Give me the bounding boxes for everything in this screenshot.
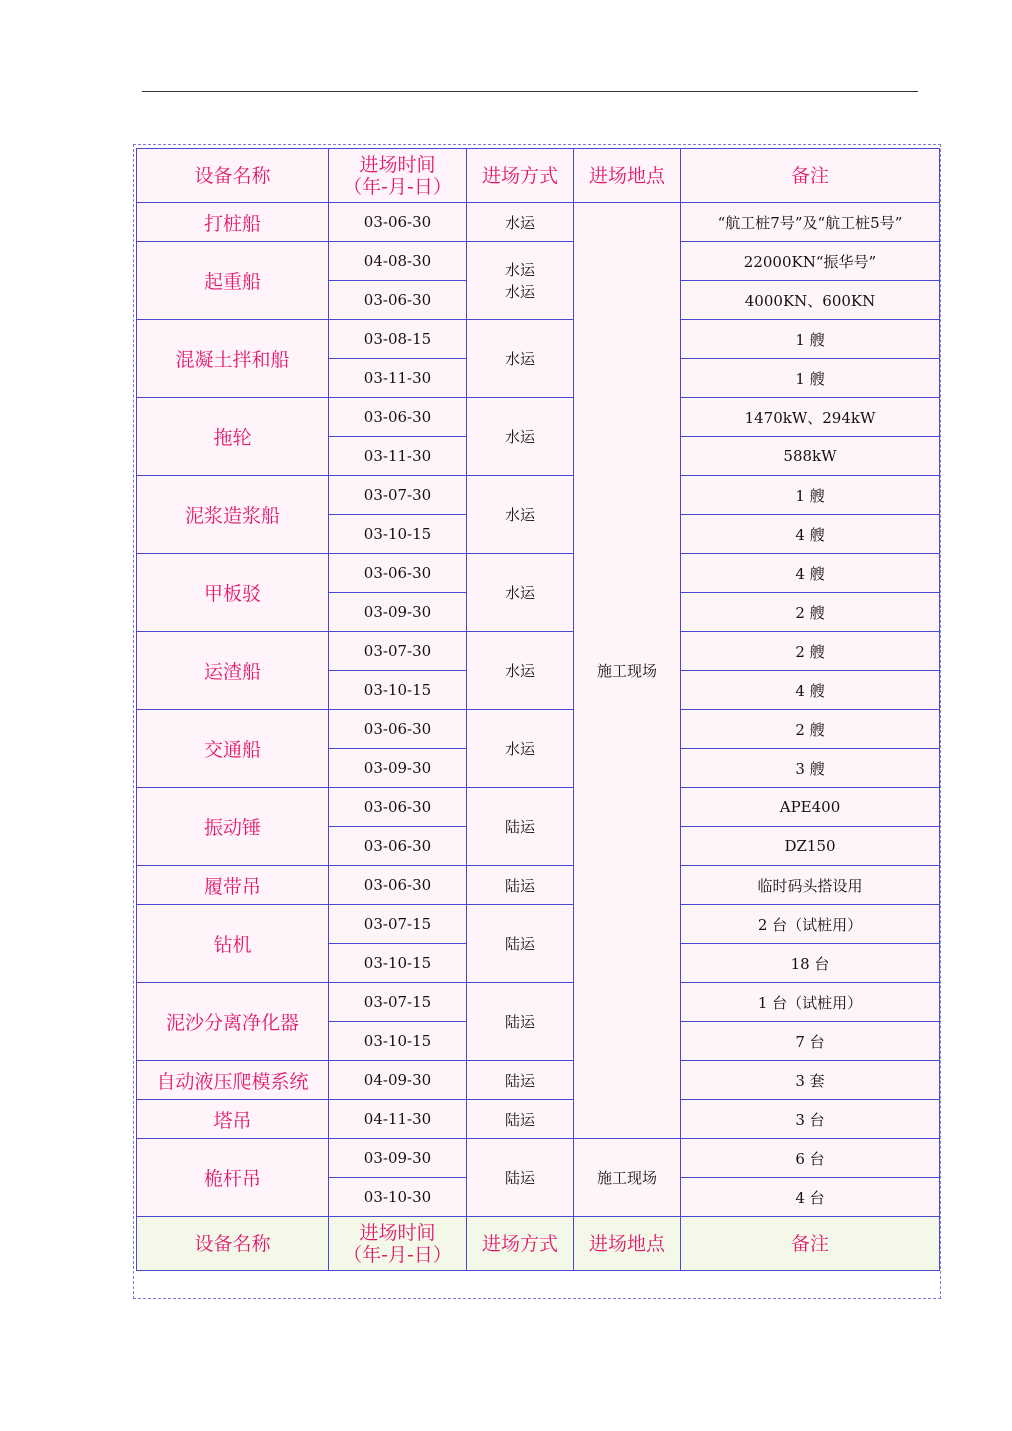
entry-mode-line1: 水运 [504,260,535,279]
remark: 4 艘 [681,554,940,593]
remark: 2 艘 [681,710,940,749]
remark: “航工桩7号”及“航工桩5号” [681,203,940,242]
header-entry-time [329,149,467,203]
table-row [137,905,940,944]
remark: 2 艘 [681,593,940,632]
entry-mode: 陆运 [467,1139,574,1217]
entry-time: 03-10-15 [329,944,467,983]
entry-time: 03-06-30 [329,554,467,593]
entry-time: 03-09-30 [329,749,467,788]
equipment-name: 交通船 [137,710,329,788]
table-row [137,1139,940,1178]
entry-time: 03-06-30 [329,281,467,320]
entry-mode: 陆运 [467,866,574,905]
remark: 3 台 [681,1100,940,1139]
remark: 1 艘 [681,359,940,398]
equipment-name: 桅杆吊 [137,1139,329,1217]
remark: 4 台 [681,1178,940,1217]
equipment-name: 塔吊 [137,1100,329,1139]
entry-site: 施工现场 [574,1139,681,1217]
remark: 7 台 [681,1022,940,1061]
header-entry-mode: 进场方式 [467,149,574,203]
remark: 6 台 [681,1139,940,1178]
remark: 1 台（试桩用） [681,983,940,1022]
entry-mode: 陆运 [467,1100,574,1139]
entry-time: 03-07-30 [329,476,467,515]
entry-time: 03-11-30 [329,359,467,398]
remark: 3 艘 [681,749,940,788]
footer-entry-mode: 进场方式 [467,1217,574,1271]
table-row [137,554,940,593]
table-row [137,983,940,1022]
entry-time: 03-06-30 [329,203,467,242]
table-row [137,1100,940,1139]
remark: 1 艘 [681,476,940,515]
header-equipment-name: 设备名称 [137,149,329,203]
equipment-name: 履带吊 [137,866,329,905]
table-row [137,398,940,437]
remark: 18 台 [681,944,940,983]
entry-time: 03-06-30 [329,827,467,866]
entry-mode [467,242,574,320]
entry-time: 03-09-30 [329,593,467,632]
header-entry-site: 进场地点 [574,149,681,203]
entry-mode: 水运 [467,710,574,788]
footer-entry-site: 进场地点 [574,1217,681,1271]
entry-time: 03-06-30 [329,788,467,827]
table-row [137,203,940,242]
remark: 2 艘 [681,632,940,671]
entry-time: 03-09-30 [329,1139,467,1178]
entry-time: 03-10-15 [329,671,467,710]
equipment-schedule-table [136,148,940,1271]
entry-time: 03-07-15 [329,983,467,1022]
table-row [137,710,940,749]
equipment-name: 运渣船 [137,632,329,710]
entry-time: 03-07-30 [329,632,467,671]
header-entry-time-line1: 进场时间 [359,153,436,176]
entry-time: 04-08-30 [329,242,467,281]
table-row [137,242,940,281]
table-row [137,788,940,827]
equipment-name: 振动锤 [137,788,329,866]
remark: 4000KN、600KN [681,281,940,320]
entry-time: 03-08-15 [329,320,467,359]
entry-time: 03-07-15 [329,905,467,944]
remark: 3 套 [681,1061,940,1100]
entry-time: 04-11-30 [329,1100,467,1139]
table-row [137,476,940,515]
table-row [137,1061,940,1100]
entry-mode-line2: 水运 [504,282,535,301]
entry-mode: 水运 [467,632,574,710]
entry-mode: 陆运 [467,983,574,1061]
remark: 4 艘 [681,515,940,554]
remark: 22000KN“振华号” [681,242,940,281]
table-row [137,866,940,905]
entry-mode: 陆运 [467,905,574,983]
remark: 1470kW、294kW [681,398,940,437]
remark: APE400 [681,788,940,827]
entry-time: 03-10-15 [329,1022,467,1061]
header-rule [142,91,918,92]
entry-time: 03-06-30 [329,866,467,905]
equipment-name: 钻机 [137,905,329,983]
footer-entry-time [329,1217,467,1271]
remark: 1 艘 [681,320,940,359]
entry-mode: 水运 [467,476,574,554]
equipment-name: 拖轮 [137,398,329,476]
entry-time: 04-09-30 [329,1061,467,1100]
entry-mode: 水运 [467,320,574,398]
entry-time: 03-10-15 [329,515,467,554]
entry-time: 03-06-30 [329,398,467,437]
equipment-name: 混凝土拌和船 [137,320,329,398]
header-remarks: 备注 [681,149,940,203]
entry-mode: 水运 [467,398,574,476]
entry-time: 03-11-30 [329,437,467,476]
table-row [137,320,940,359]
remark: DZ150 [681,827,940,866]
entry-mode: 水运 [467,554,574,632]
equipment-name: 泥浆造浆船 [137,476,329,554]
entry-time: 03-06-30 [329,710,467,749]
entry-mode: 水运 [467,203,574,242]
table-row [137,632,940,671]
header-entry-time-line2: （年-月-日） [343,175,452,198]
entry-time: 03-10-30 [329,1178,467,1217]
equipment-name: 起重船 [137,242,329,320]
footer-entry-time-line2: （年-月-日） [343,1243,452,1266]
table-footer-header-row [137,1217,940,1271]
entry-site-merged: 施工现场 [574,203,681,1139]
entry-mode: 陆运 [467,788,574,866]
footer-equipment-name: 设备名称 [137,1217,329,1271]
equipment-name: 泥沙分离净化器 [137,983,329,1061]
footer-remarks: 备注 [681,1217,940,1271]
remark: 4 艘 [681,671,940,710]
remark: 2 台（试桩用） [681,905,940,944]
equipment-name: 打桩船 [137,203,329,242]
equipment-name: 自动液压爬模系统 [137,1061,329,1100]
remark: 588kW [681,437,940,476]
table-header-row [137,149,940,203]
remark: 临时码头搭设用 [681,866,940,905]
entry-mode: 陆运 [467,1061,574,1100]
equipment-name: 甲板驳 [137,554,329,632]
footer-entry-time-line1: 进场时间 [359,1221,436,1244]
